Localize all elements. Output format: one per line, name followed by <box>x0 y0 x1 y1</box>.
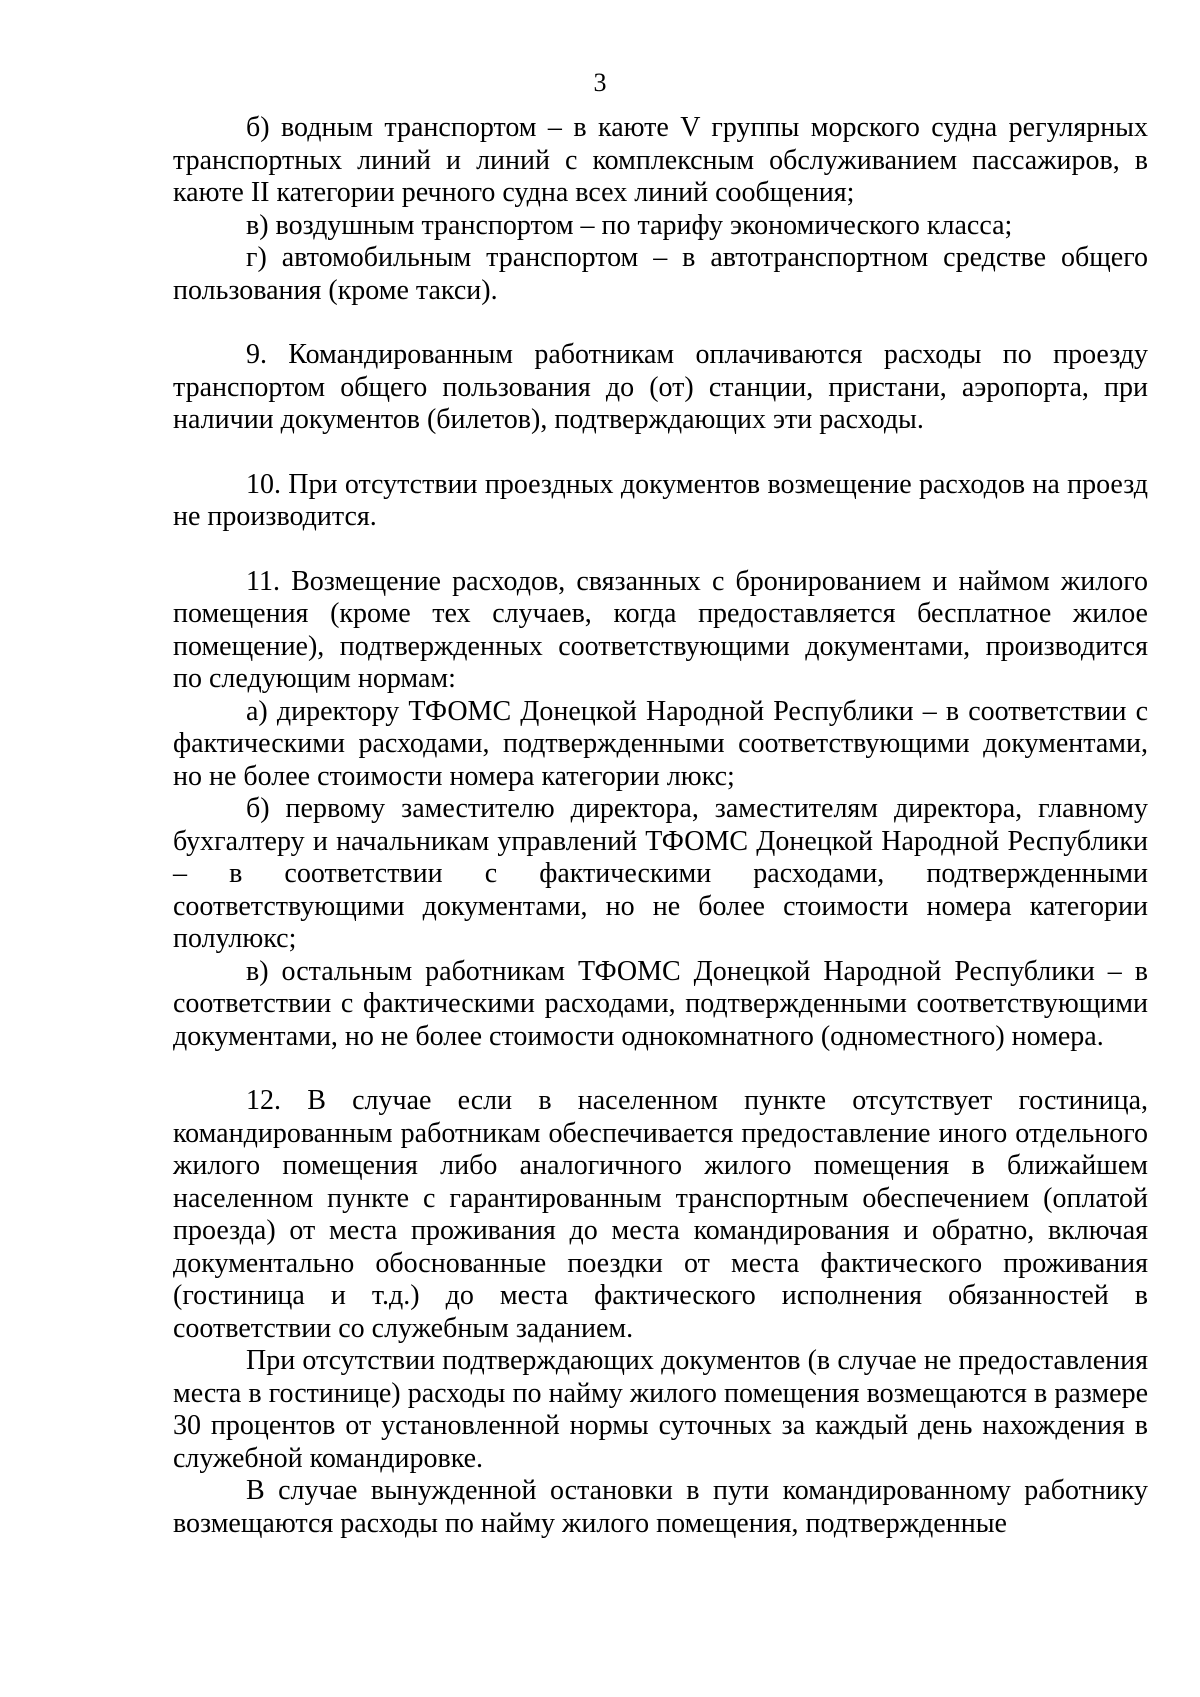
paragraph-10: 10. При отсутствии проездных документов возмещение расходов на проезд не производится. <box>173 468 1148 532</box>
paragraph-9: 9. Командированным работникам оплачиваются расходы по проезду транспортом общего пользования до (от) станции, пристани, аэропорта, при наличии документов (билетов), подтверждающих эти расходы. <box>173 339 1148 435</box>
paragraph-8g-road-transport: г) автомобильным транспортом – в автотранспортном средстве общего пользования (кроме такси). <box>173 242 1148 306</box>
page-number: 3 <box>593 68 607 97</box>
paragraph-11a: а) директору ТФОМС Донецкой Народной Республики – в соответствии с фактическими расходами, подтвержденными соответствующими документами, но не более стоимости номера категории люкс; <box>173 695 1148 792</box>
paragraph-11b: б) первому заместителю директора, заместителям директора, главному бухгалтеру и начальникам управлений ТФОМС Донецкой Народной Республики – в соответствии с фактическими расходами, подтвержденными соответствующими документами, но не более стоимости номера категории полулюкс; <box>173 793 1148 954</box>
paragraph-8v-air-transport: в) воздушным транспортом – по тарифу экономического класса; <box>246 209 1013 241</box>
paragraph-12-no-documents: При отсутствии подтверждающих документов (в случае не предоставления места в гостинице) расходы по найму жилого помещения возмещаются в размере 30 процентов от установленной нормы суточных за каждый день нахождения в служебной командировке. <box>173 1345 1148 1474</box>
paragraph-12-forced-stop: В случае вынужденной остановки в пути командированному работнику возмещаются расходы по найму жилого помещения, подтвержденные <box>173 1475 1148 1539</box>
document-body <box>173 112 1148 1540</box>
paragraph-11v: в) остальным работникам ТФОМС Донецкой Народной Республики – в соответствии с фактическими расходами, подтвержденными соответствующими документами, но не более стоимости однокомнатного (одноместного) номера. <box>173 955 1148 1052</box>
paragraph-12: 12. В случае если в населенном пункте отсутствует гостиница, командированным работникам обеспечивается предоставление иного отдельного жилого помещения либо аналогичного жилого помещения в ближайшем населенном пункте с гарантированным транспортным обеспечением (оплатой проезда) от места проживания до места командирования и обратно, включая документально обоснованные поездки от места фактического проживания (гостиница и т.д.) до места фактического исполнения обязанностей в соответствии со служебным заданием. <box>173 1085 1148 1344</box>
paragraph-8b-water-transport: б) водным транспортом – в каюте V группы морского судна регулярных транспортных линий и линий с комплексным обслуживанием пассажиров, в каюте II категории речного судна всех линий сообщения; <box>173 112 1148 208</box>
paragraph-11: 11. Возмещение расходов, связанных с бронированием и наймом жилого помещения (кроме тех случаев, когда предоставляется бесплатное жилое помещение), подтвержденных соответствующими документами, производится по следующим нормам: <box>173 565 1148 694</box>
